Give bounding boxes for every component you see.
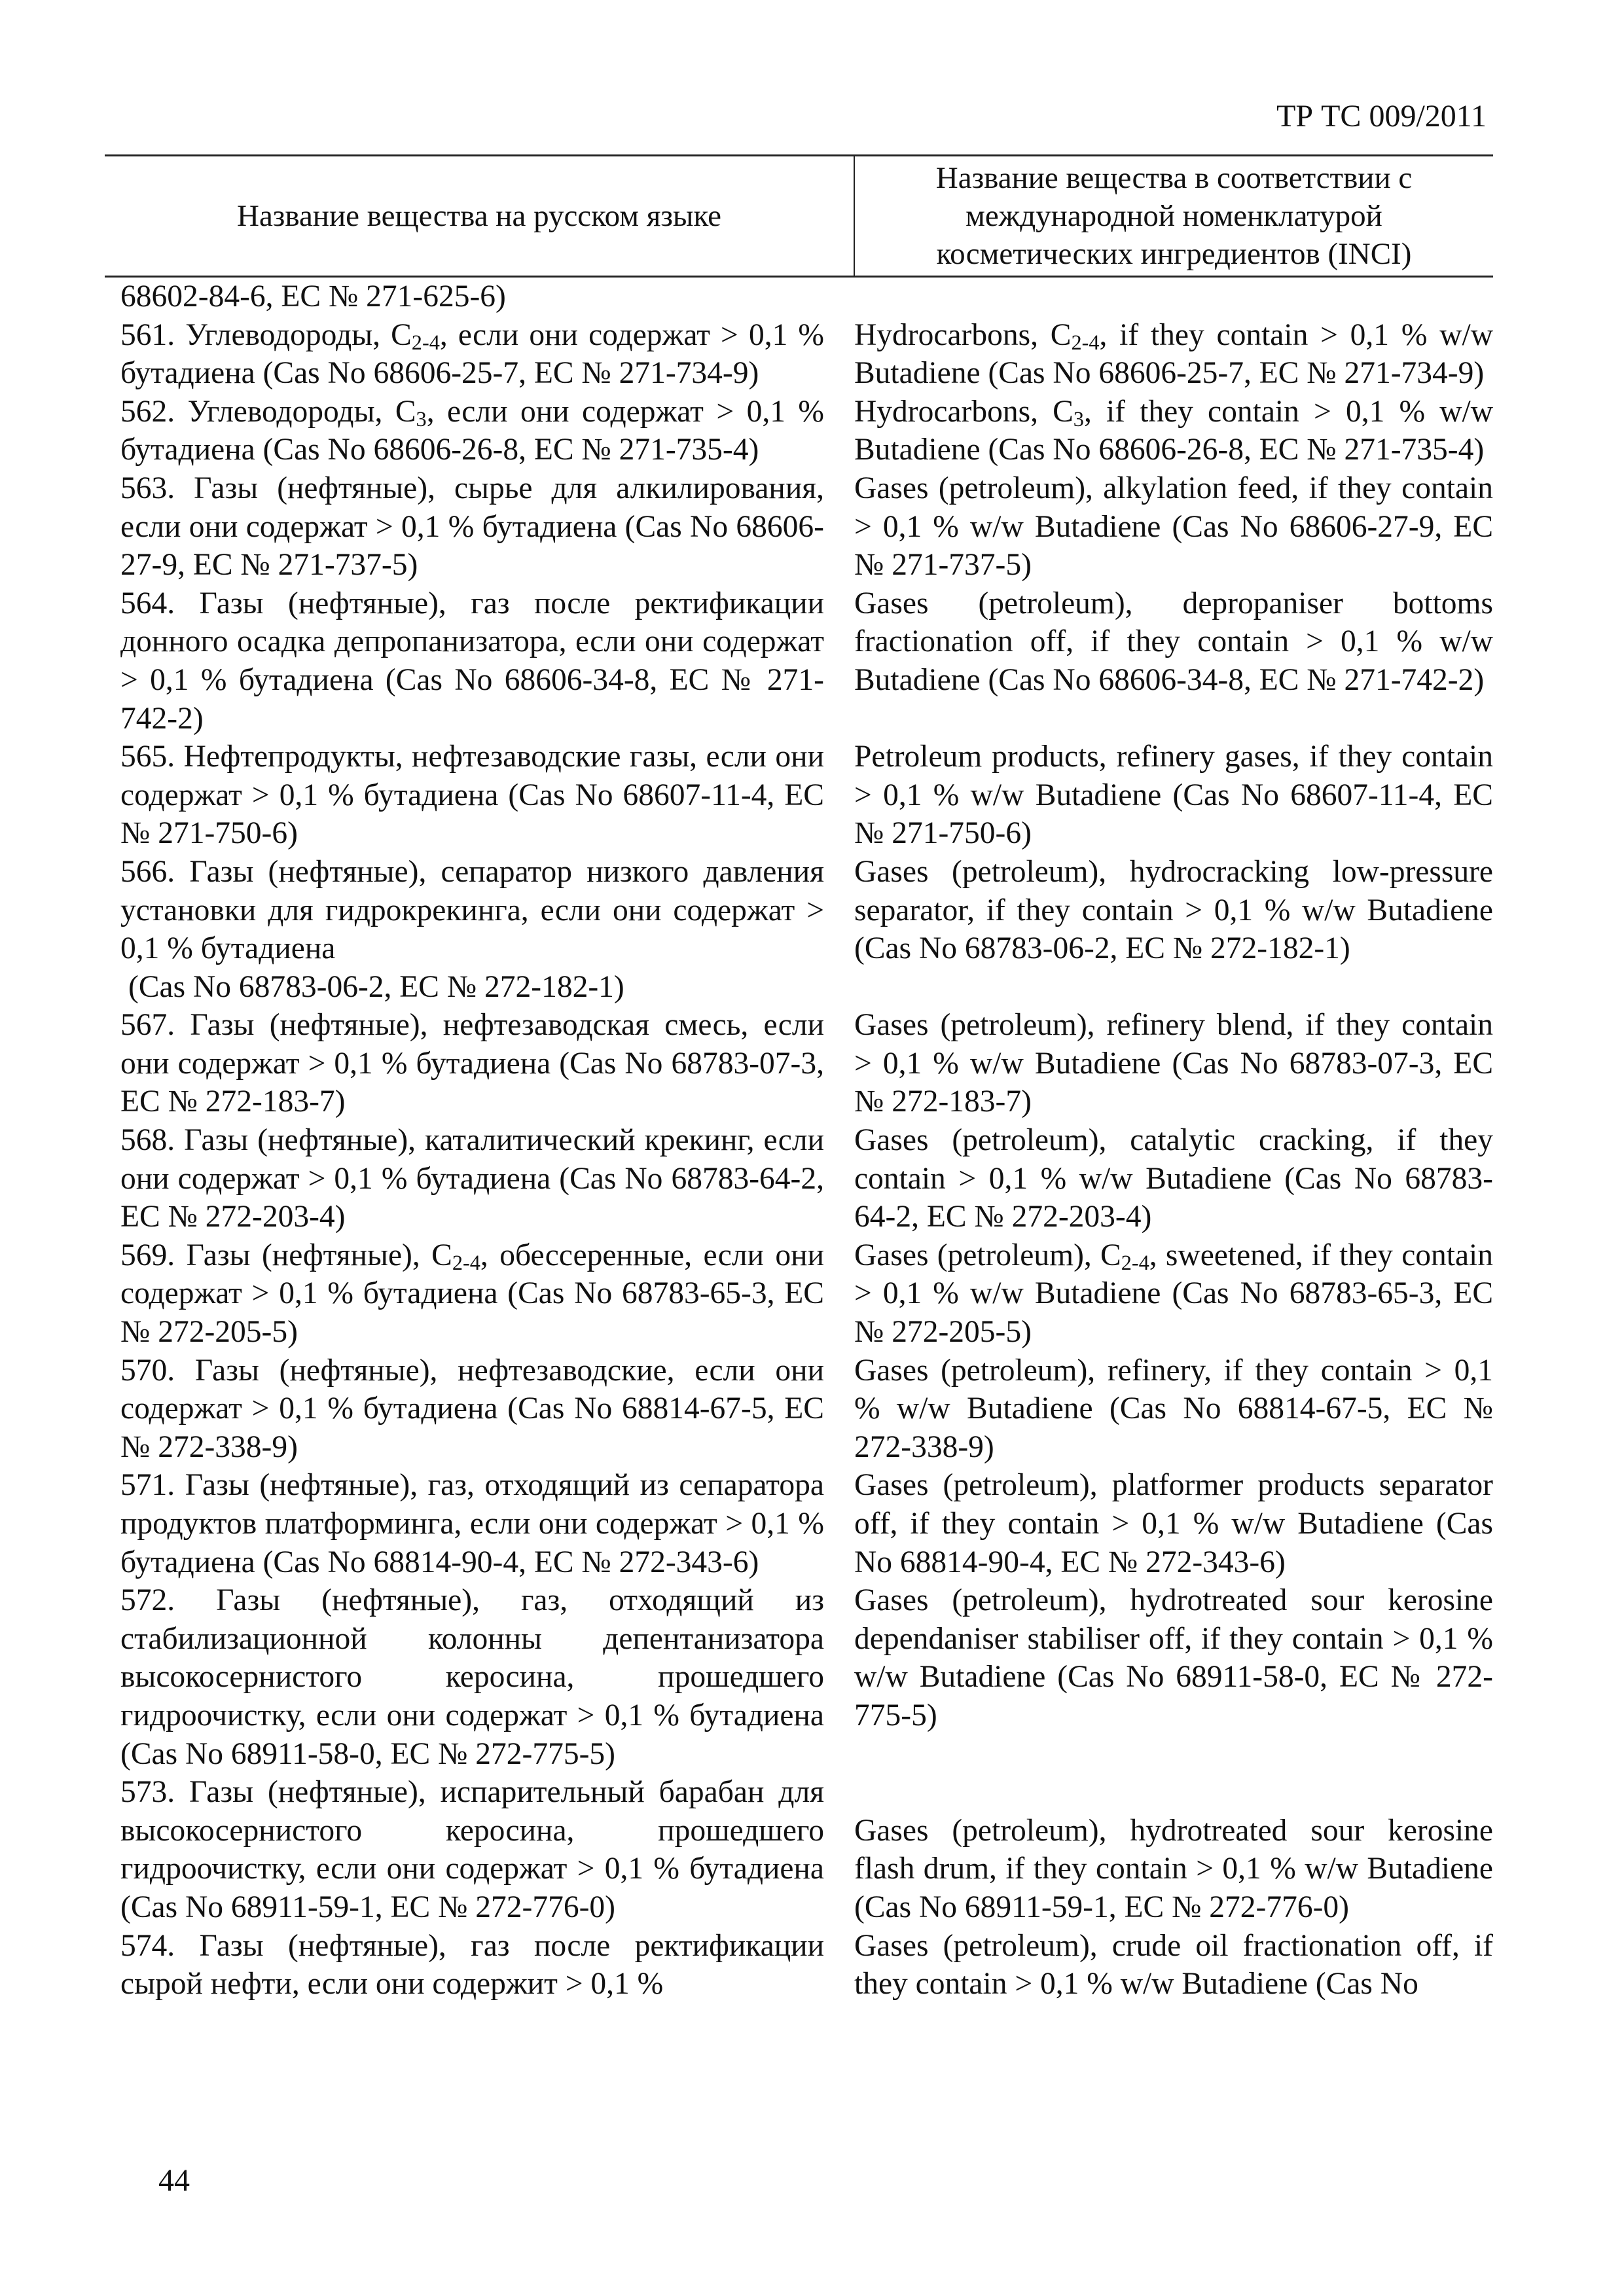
substance-name-inci: Hydrocarbons, $C_3$, if they contain > 0,1 % w/w Butadiene (Cas No 68606-26-8, ЕС № 271-735-4) <box>854 394 1493 467</box>
substance-name-inci: Gases (petroleum), refinery blend, if they contain > 0,1 % w/w Butadiene (Cas No 68783-07-3, ЕС № 272-183-7) <box>854 1008 1493 1119</box>
substance-name-ru: 574. Газы (нефтяные), газ после ректификации сырой нефти, если они содержит > 0,1 % <box>120 1928 824 2001</box>
substance-name-ru: 564. Газы (нефтяные), газ после ректификации донного осадка депропанизатора, если они содержат > 0,1 % бутадиена (Cas No 68606-34-8, ЕС № 271-742-2) <box>120 586 824 736</box>
substance-cas-ru: (Cas No 68783-06-2, ЕС № 272-182-1) <box>128 969 624 1004</box>
table-row <box>105 1927 1493 2003</box>
page-number: 44 <box>158 2163 190 2198</box>
empty-cell <box>854 278 1493 316</box>
substance-name-inci: Gases (petroleum), crude oil fractionation off, if they contain > 0,1 % w/w Butadiene (Cas No <box>854 1928 1493 2001</box>
column-header-russian: Название вещества на русском языке <box>237 199 721 233</box>
substance-name-inci: Gases (petroleum), refinery, if they contain > 0,1 % w/w Butadiene (Cas No 68814-67-5, ЕС № 272-338-9) <box>854 1353 1493 1464</box>
substance-table <box>105 154 1493 2003</box>
table-row <box>105 278 1493 316</box>
table-row <box>105 584 1493 738</box>
substance-name-ru: 562. Углеводороды, $C_3$, если они содержат > 0,1 % бутадиена (Cas No 68606-26-8, ЕС № 271-735-4) <box>120 394 824 467</box>
substance-name-ru: 568. Газы (нефтяные), каталитический крекинг, если они содержат > 0,1 % бутадиена (Cas No 68783-64-2, ЕС № 272-203-4) <box>120 1123 824 1234</box>
table-row <box>105 1006 1493 1121</box>
table-row <box>105 1466 1493 1581</box>
table-row <box>105 1236 1493 1352</box>
substance-name-inci: Gases (petroleum), hydrocracking low-pressure separator, if they contain > 0,1 % w/w Butadiene (Cas No 68783-06-2, ЕС № 272-182-1) <box>854 854 1493 966</box>
table-row <box>105 1581 1493 1773</box>
substance-name-ru: 573. Газы (нефтяные), испарительный барабан для высокосернистого керосина, прошедшего гидроочистку, если они содержат > 0,1 % бутадиена (Cas No 68911-59-1, ЕС № 272-776-0) <box>120 1775 824 1924</box>
substance-name-inci: Gases (petroleum), depropaniser bottoms fractionation off, if they contain > 0,1 % w/w Butadiene (Cas No 68606-34-8, ЕС № 271-742-2) <box>854 586 1493 697</box>
substance-name-ru: 565. Нефтепродукты, нефтезаводские газы, если они содержат > 0,1 % бутадиена (Cas No 68607-11-4, ЕС № 271-750-6) <box>120 740 824 851</box>
table-row <box>105 1121 1493 1236</box>
substance-name-ru: 571. Газы (нефтяные), газ, отходящий из сепаратора продуктов платформинга, если они содержат > 0,1 % бутадиена (Cas No 68814-90-4, ЕС № 272-343-6) <box>120 1468 824 1579</box>
table-row <box>105 1352 1493 1467</box>
substance-name-inci: Gases (petroleum), platformer products separator off, if they contain > 0,1 % w/w Butadiene (Cas No 68814-90-4, ЕС № 272-343-6) <box>854 1468 1493 1579</box>
substance-name-inci: Petroleum products, refinery gases, if they contain > 0,1 % w/w Butadiene (Cas No 68607-11-4, ЕС № 271-750-6) <box>854 740 1493 851</box>
substance-name-ru: 570. Газы (нефтяные), нефтезаводские, если они содержат > 0,1 % бутадиена (Cas No 68814-67-5, ЕС № 272-338-9) <box>120 1353 824 1464</box>
substance-name-ru: 569. Газы (нефтяные), $C_{2-4}$, обессеренные, если они содержат > 0,1 % бутадиена (Cas No 68783-65-3, ЕС № 272-205-5) <box>120 1238 824 1350</box>
substance-name-inci: Gases (petroleum), hydrotreated sour kerosine flash drum, if they contain > 0,1 % w/w Butadiene (Cas No 68911-59-1, ЕС № 272-776-0) <box>854 1813 1493 1924</box>
column-header-inci: Название вещества в соответствии с международной номенклатурой косметических ингредиентов (INCI) <box>854 156 1493 276</box>
substance-name-ru-text: 566. Газы (нефтяные), сепаратор низкого давления установки для гидрокрекинга, если они содержат > 0,1 % бутадиена <box>120 854 824 966</box>
table-row <box>105 393 1493 469</box>
table-row <box>105 1773 1493 1926</box>
substance-name-ru: 561. Углеводороды, $C_{2-4}$, если они содержат > 0,1 % бутадиена (Cas No 68606-25-7, ЕС № 271-734-9) <box>120 317 824 391</box>
document-code: ТР ТС 009/2011 <box>1276 99 1487 134</box>
table-header <box>105 154 1493 278</box>
table-row <box>105 469 1493 584</box>
substance-name-ru: 572. Газы (нефтяные), газ, отходящий из стабилизационной колонны депентанизатора высокосернистого керосина, прошедшего гидроочистку, если они содержат > 0,1 % бутадиена (Cas No 68911-58-0, ЕС № 272-775-5) <box>120 1583 824 1771</box>
substance-name-ru: 567. Газы (нефтяные), нефтезаводская смесь, если они содержат > 0,1 % бутадиена (Cas No 68783-07-3, ЕС № 272-183-7) <box>120 1008 824 1119</box>
substance-name-ru <box>105 853 827 1006</box>
table-row <box>105 316 1493 393</box>
continuation-cell: 68602-84-6, ЕС № 271-625-6) <box>120 279 506 314</box>
substance-name-ru: 563. Газы (нефтяные), сырье для алкилирования, если они содержат > 0,1 % бутадиена (Cas No 68606-27-9, ЕС № 271-737-5) <box>120 471 824 583</box>
substance-name-inci: Gases (petroleum), $C_{2-4}$, sweetened, if they contain > 0,1 % w/w Butadiene (Cas No 68783-65-3, ЕС № 272-205-5) <box>854 1238 1493 1350</box>
substance-name-inci: Gases (petroleum), catalytic cracking, if they contain > 0,1 % w/w Butadiene (Cas No 68783-64-2, ЕС № 272-203-4) <box>854 1123 1493 1234</box>
table-row <box>105 738 1493 853</box>
substance-name-inci: Gases (petroleum), hydrotreated sour kerosine dependaniser stabiliser off, if they contain > 0,1 % w/w Butadiene (Cas No 68911-58-0, ЕС № 272-775-5) <box>854 1583 1493 1732</box>
table-row <box>105 853 1493 1006</box>
table-body <box>105 278 1493 2003</box>
substance-name-inci: Hydrocarbons, $C_{2-4}$, if they contain > 0,1 % w/w Butadiene (Cas No 68606-25-7, ЕС № 271-734-9) <box>854 317 1493 391</box>
substance-name-inci: Gases (petroleum), alkylation feed, if they contain > 0,1 % w/w Butadiene (Cas No 68606-27-9, ЕС № 271-737-5) <box>854 471 1493 583</box>
